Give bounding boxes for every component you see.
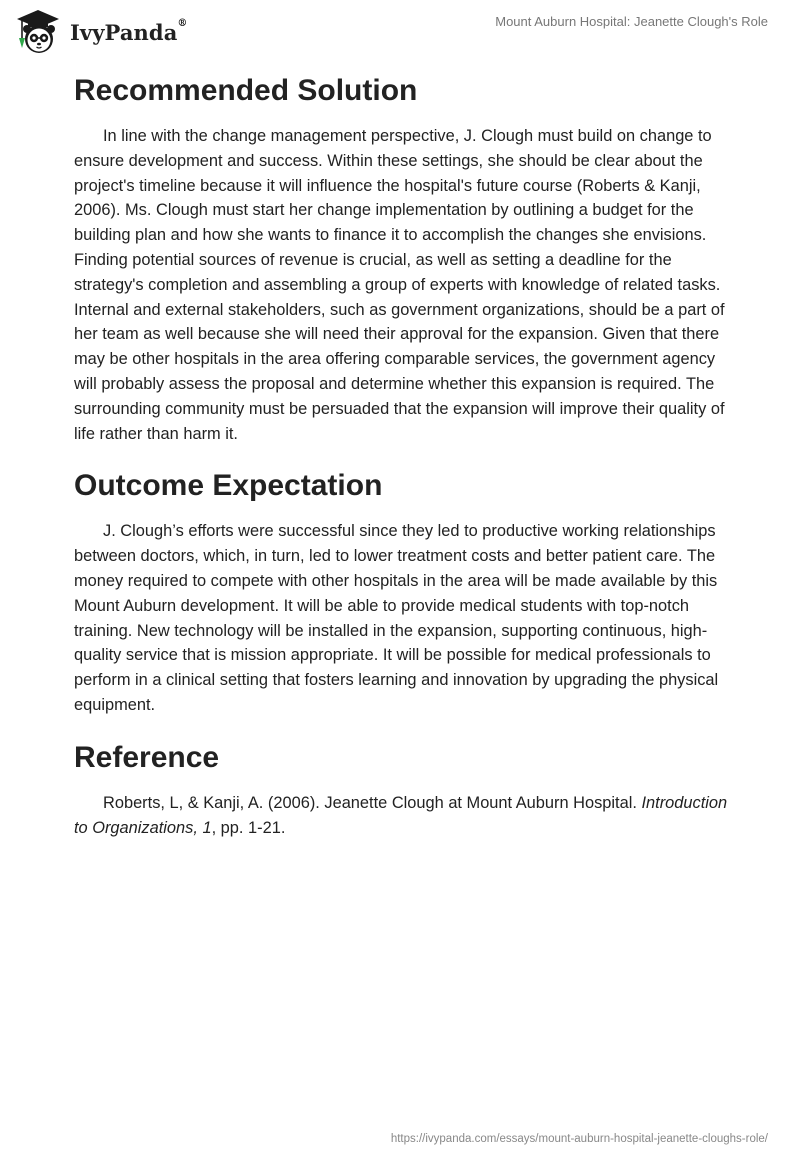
section-reference	[74, 737, 734, 841]
reference-authors-title: Roberts, L, & Kanji, A. (2006). Jeanette Clough at Mount Auburn Hospital.	[103, 793, 637, 812]
section-outcome-expectation	[74, 465, 734, 717]
ivypanda-logo[interactable]	[14, 8, 188, 56]
heading-reference: Reference	[74, 740, 220, 774]
paragraph-recommended-solution: In line with the change management perspective, J. Clough must build on change to ensure development and success. Within these settings, she should be clear about the project's timeline because it will influence the hospital's future course (Roberts & Kanji, 2006). Ms. Clough must start her change implementation by outlining a budget for the building plan and how she wants to finance it to accomplish the changes she envisions. Finding potential sources of revenue is crucial, as well as setting a deadline for the strategy's completion and assembling a group of experts with knowledge of related tasks. Internal and external stakeholders, such as government organizations, should be a part of her team as well because she will need their approval for the expansion. Given that there may be other hospitals in the area offering comparable services, the government agency will probably assess the proposal and determine whether this expansion is required. The surrounding community must be persuaded that the expansion will improve their quality of life rather than harm it.	[74, 127, 725, 443]
source-url[interactable]: https://ivypanda.com/essays/mount-auburn-hospital-jeanette-cloughs-role/	[390, 1133, 768, 1145]
reference-journal: Introduction to Organizations, 1	[74, 793, 728, 837]
heading-outcome-expectation: Outcome Expectation	[74, 469, 383, 503]
reference-entry	[74, 791, 734, 841]
section-recommended-solution	[74, 70, 734, 446]
reference-pages: , pp. 1-21.	[211, 818, 286, 837]
page-header	[0, 0, 800, 64]
logo-wordmark: IvyPanda®	[70, 17, 188, 45]
running-title: Mount Auburn Hospital: Jeanette Clough's Role	[495, 14, 768, 29]
essay-content	[74, 70, 734, 840]
heading-recommended-solution: Recommended Solution	[74, 74, 418, 107]
paragraph-outcome-expectation: J. Clough’s efforts were successful since they led to productive working relationships between doctors, which, in turn, led to lower treatment costs and better patient care. The money required to compete with other hospitals in the area will be made available by this Mount Auburn development. It will be able to provide medical students with top-notch training. New technology will be installed in the expansion, supporting continuous, high-quality service that is mission appropriate. It will be possible for medical professionals to perform in a clinical setting that fosters learning and innovation by upgrading the physical equipment.	[74, 522, 719, 714]
panda-graduate-icon	[14, 8, 62, 56]
